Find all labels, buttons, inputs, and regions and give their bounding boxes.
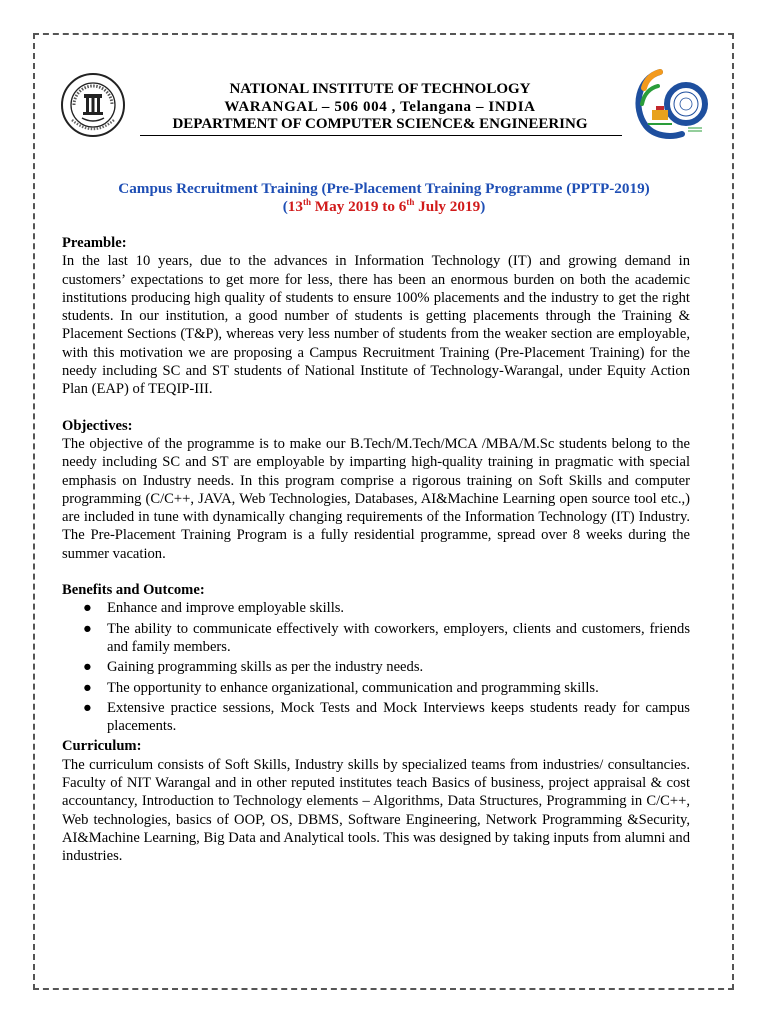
date-end-suffix: th (406, 196, 415, 207)
benefits-list (62, 599, 690, 735)
list-item: ● Extensive practice sessions, Mock Tests and Mock Interviews keeps students ready for campus placements. (83, 699, 690, 735)
date-start-suffix: th (302, 196, 311, 207)
date-start-day: 13 (287, 198, 303, 215)
list-item: ● The ability to communicate effectively with coworkers, employers, clients and customers, friends and family members. (83, 620, 690, 655)
preamble-text: In the last 10 years, due to the advances in Information Technology (IT) and growing demand in customers’ expectations to get more for less, there has been an enormous burden on both the academic institutions producing high quality of students to ensure 100% placements and the industry to get the right students. In our institution, a good number of students is getting placements through the Training & Placement Sections (T&P), whereas very less number of students from the weaker section are employable, with this motivation we are proposing a Campus Recruitment Training (Pre-Placement Training) for the needy including SC and ST students of National Institute of Technology-Warangal, under Equity Action Plan (EAP) of TEQIP-III. (62, 253, 690, 398)
list-item: ● The opportunity to enhance organizational, communication and programming skills. (83, 679, 599, 696)
date-range-text: May 2019 to 6 (311, 198, 407, 215)
nit-warangal-seal-icon (60, 72, 126, 138)
programme-title: Campus Recruitment Training (Pre-Placement Training Programme (PPTP-2019) (118, 180, 650, 197)
diamond-jubilee-60-logo-icon (630, 64, 710, 142)
programme-dates (40, 198, 728, 216)
bullet-icon: ● (83, 620, 92, 637)
date-end-text: July 2019 (414, 198, 481, 215)
curriculum-text: The curriculum consists of Soft Skills, Industry skills by specialized teams from industries/ consultancies. Faculty of NIT Warangal and in other reputed institutes teach Basics of business, project appraisal & cost accountancy, Introduction to Technology elements – Algorithms, Data Structures, Programming in C/C++, Web technologies, basics of OOP, OS, DBMS, Software Engineering, Network Programming &Security, AI&Machine Learning, Big Data and Analytical tools. This was designed by taking inputs from alumni and industries. (62, 756, 690, 865)
institute-address: WARANGAL – 506 004 , Telangana – INDIA (224, 98, 536, 115)
bullet-icon: ● (83, 659, 92, 676)
bullet-icon: ● (83, 699, 92, 716)
date-close-paren: ) (480, 198, 486, 215)
curriculum-heading: Curriculum: (62, 738, 142, 755)
objectives-heading: Objectives: (62, 417, 133, 434)
department-name: DEPARTMENT OF COMPUTER SCIENCE& ENGINEERING (172, 116, 588, 132)
programme-title-block (40, 180, 728, 216)
objectives-text: The objective of the programme is to make our B.Tech/M.Tech/MCA /MBA/M.Sc students belong to the needy including SC and ST are employable by imparting high-quality training in pragmatic with special emphasis on Industry needs. In this program comprise a rigorous training on Soft Skills and computer programming (C/C++, JAVA, Web Technologies, Databases, AI&Machine Learning open source tool etc.,) are included in tune with dynamically changing requirements of the Information Technology (IT) Industry. The Pre-Placement Training Program is a fully residential programme, spread over 8 weeks during the summer vacation. (62, 435, 690, 562)
document-body (62, 234, 690, 866)
list-item: ● Enhance and improve employable skills. (83, 600, 345, 617)
institute-name: NATIONAL INSTITUTE OF TECHNOLOGY (229, 81, 531, 97)
bullet-icon: ● (83, 679, 92, 696)
benefits-heading: Benefits and Outcome: (62, 582, 205, 599)
list-item: ● Gaining programming skills as per the industry needs. (83, 659, 424, 676)
date-open-paren: ( (282, 198, 288, 215)
bullet-icon: ● (83, 600, 92, 617)
header-rule (140, 135, 622, 136)
preamble-heading: Preamble: (62, 235, 127, 251)
